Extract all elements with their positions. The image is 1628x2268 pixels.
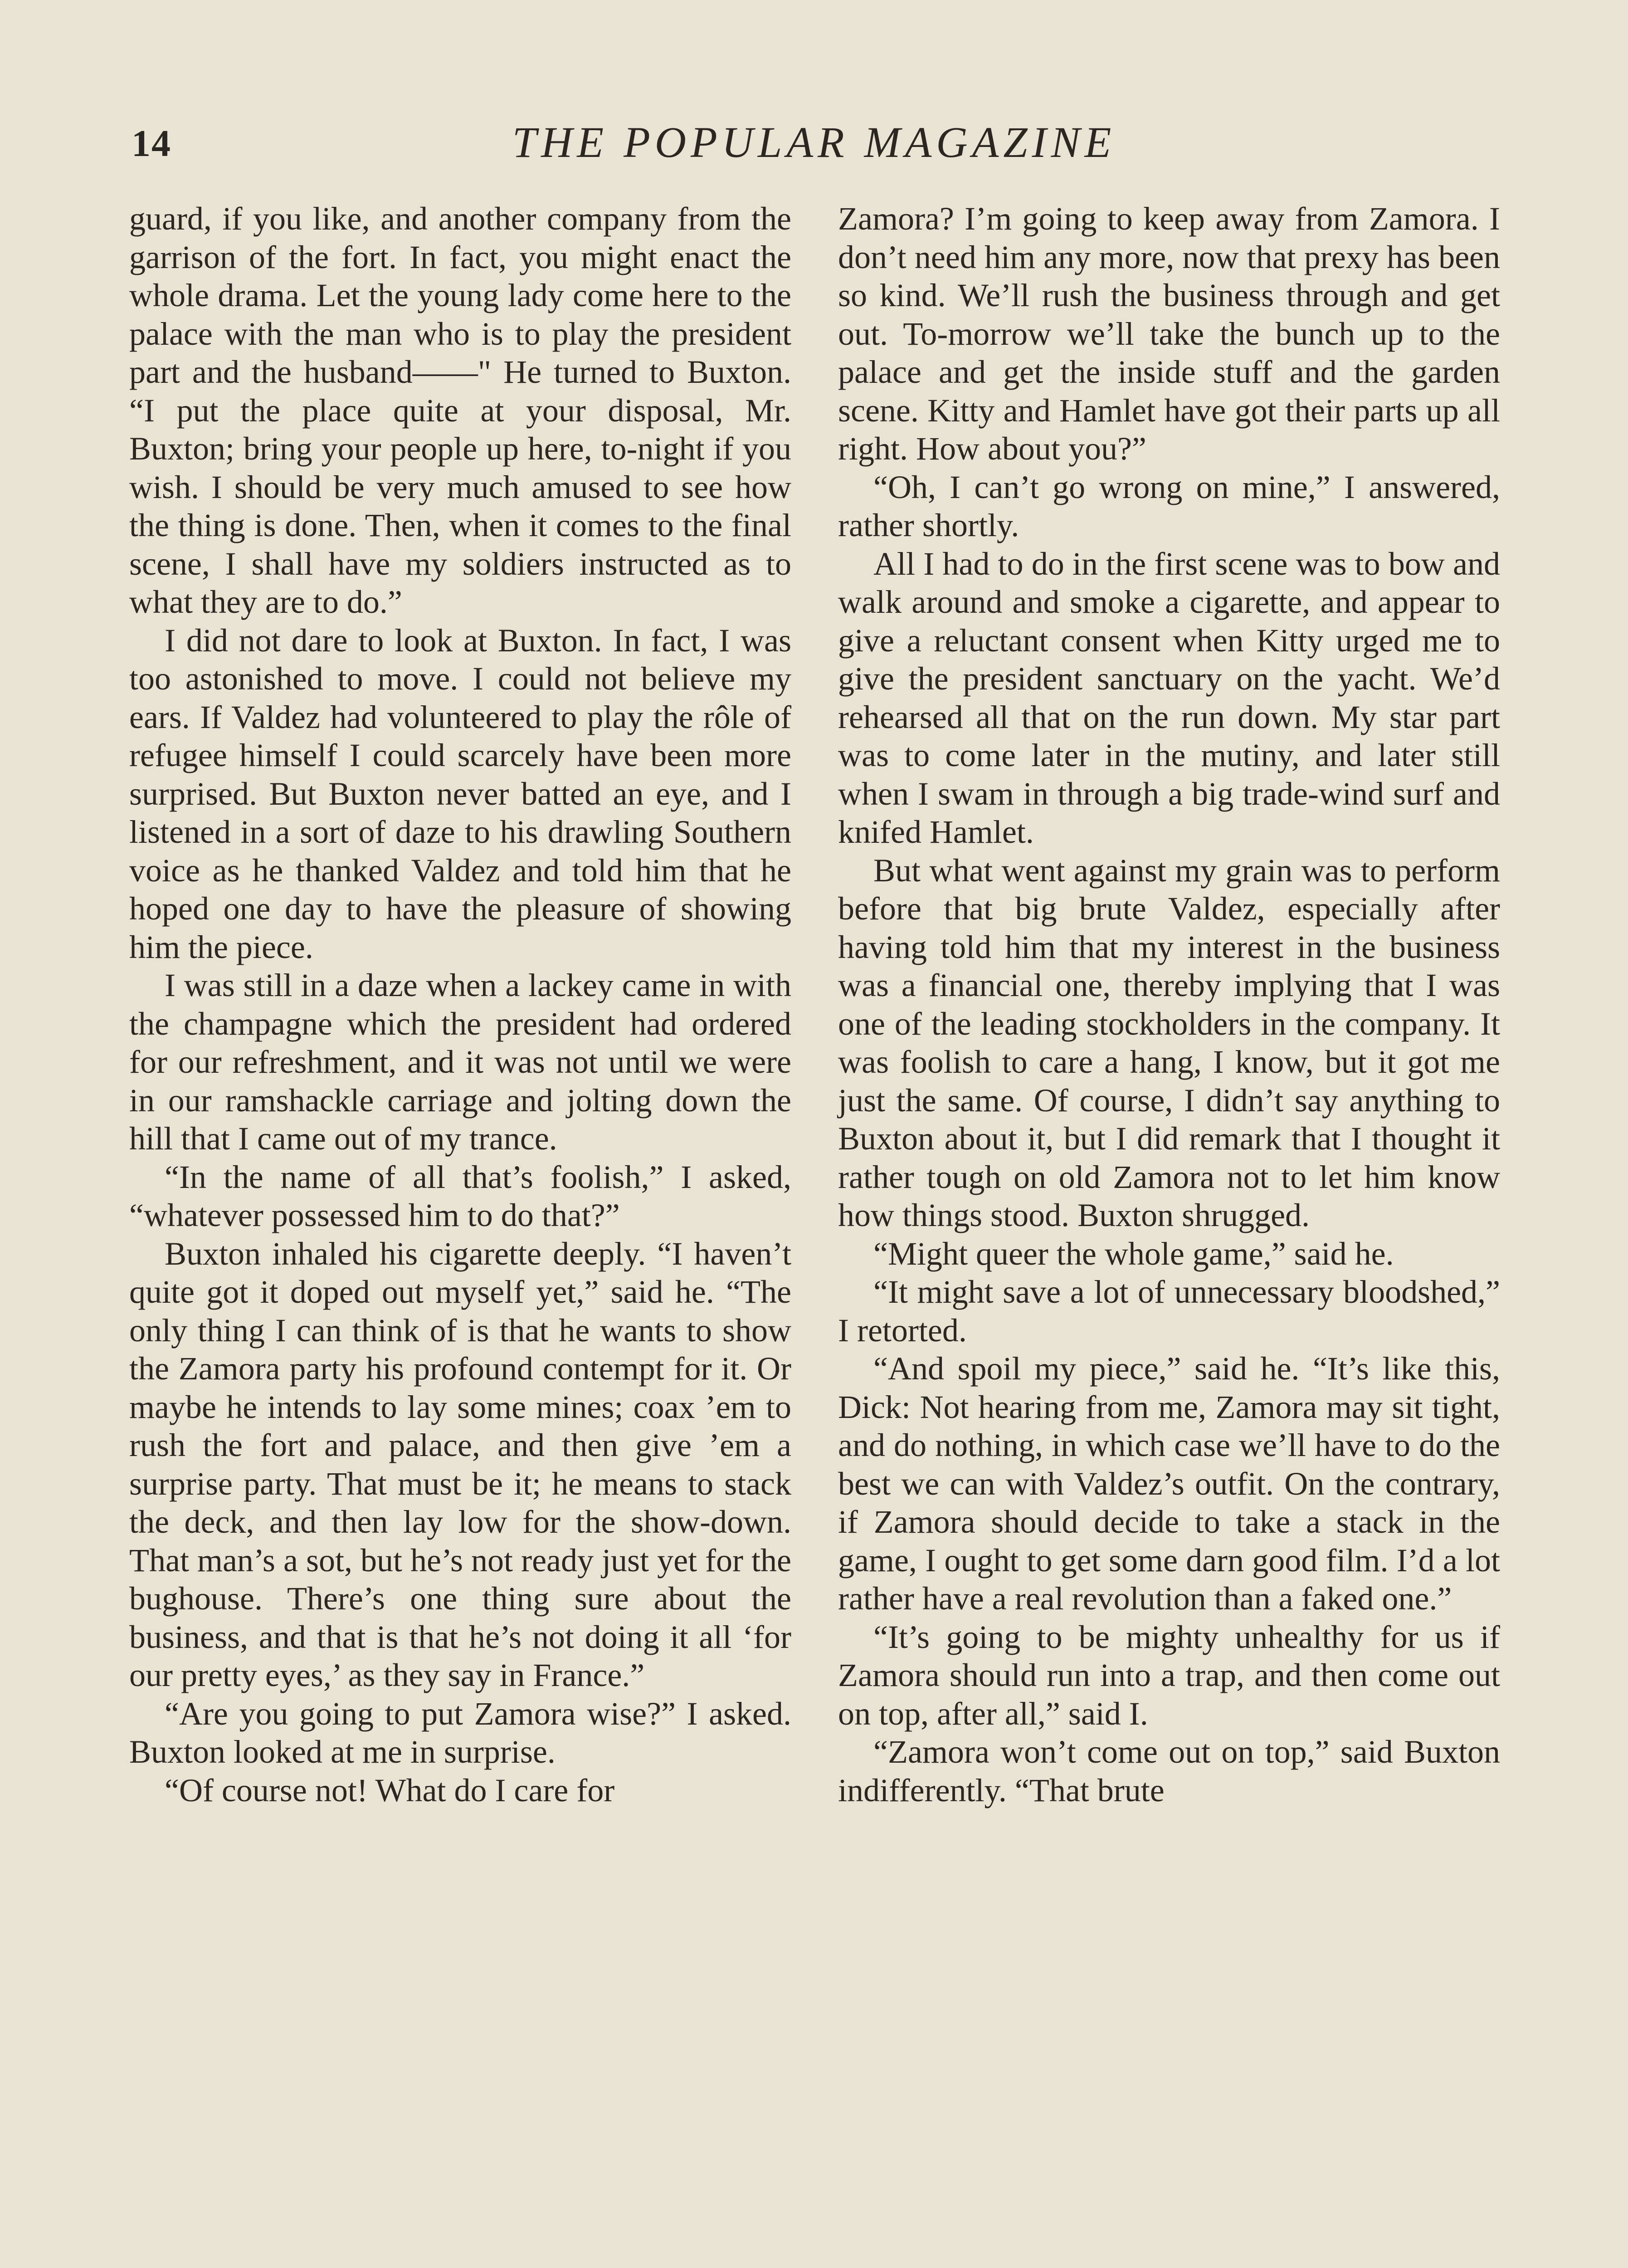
- right-column: [838, 200, 1500, 1809]
- paragraph: Zamora? I’m going to keep away from Zamora. I don’t need him any more, now that prexy has been so kind. We’ll rush the business through and get out. To-morrow we’ll take the bunch up to the palace and get the inside stuff and the garden scene. Kitty and Hamlet have got their parts up all right. How about you?”: [838, 200, 1500, 467]
- paragraph: But what went against my grain was to perform before that big brute Valdez, especially after having told him that my interest in the business was a financial one, thereby implying that I was one of the leading stockholders in the company. It was foolish to care a hang, I know, but it got me just the same. Of course, I didn’t say anything to Buxton about it, but I did remark that I thought it rather tough on old Zamora not to let him know how things stood. Buxton shrugged.: [838, 852, 1500, 1233]
- paragraph: “Might queer the whole game,” said he.: [873, 1235, 1394, 1272]
- paragraph: “It’s going to be mighty unhealthy for us if Zamora should run into a trap, and then come out on top, after all,” said I.: [838, 1618, 1500, 1732]
- page-number: 14: [132, 122, 171, 165]
- paragraph: guard, if you like, and another company from the garrison of the fort. In fact, you might enact the whole drama. Let the young lady come here to the palace with the man who is to play the president part and the husband——" He turned to Buxton. “I put the place quite at your disposal, Mr. Buxton; bring your people up here, to-night if you wish. I should be very much amused to see how the thing is done. Then, when it comes to the final scene, I shall have my soldiers instructed as to what they are to do.”: [129, 200, 791, 620]
- paragraph: “And spoil my piece,” said he. “It’s like this, Dick: Not hearing from me, Zamora may sit tight, and do nothing, in which case we’ll have to do the best we can with Valdez’s outfit. On the contrary, if Zamora should decide to take a stack in the game, I ought to get some darn good film. I’d a lot rather have a real revolution than a faked one.”: [838, 1350, 1500, 1617]
- paragraph: I did not dare to look at Buxton. In fact, I was too astonished to move. I could not believe my ears. If Valdez had volunteered to play the rôle of refugee himself I could scarcely have been more surprised. But Buxton never batted an eye, and I listened in a sort of daze to his drawling Southern voice as he thanked Valdez and told him that he hoped one day to have the pleasure of showing him the piece.: [129, 622, 791, 965]
- paragraph: “In the name of all that’s foolish,” I asked, “whatever possessed him to do that?”: [129, 1158, 791, 1233]
- paragraph: “Are you going to put Zamora wise?” I asked. Buxton looked at me in surprise.: [129, 1695, 791, 1770]
- paragraph: Buxton inhaled his cigarette deeply. “I haven’t quite got it doped out myself yet,” said he. “The only thing I can think of is that he wants to show the Zamora party his profound contempt for it. Or maybe he intends to lay some mines; coax ’em to rush the fort and palace, and then give ’em a surprise party. That must be it; he means to stack the deck, and then lay low for the show-down. That man’s a sot, but he’s not ready just yet for the bughouse. There’s one thing sure about the business, and that is that he’s not doing it all ‘for our pretty eyes,’ as they say in France.”: [129, 1235, 791, 1693]
- paragraph: “Of course not! What do I care for: [165, 1772, 615, 1809]
- running-head-title: THE POPULAR MAGAZINE: [512, 118, 1116, 166]
- paragraph: “Oh, I can’t go wrong on mine,” I answered, rather shortly.: [838, 469, 1500, 543]
- paragraph: All I had to do in the first scene was to bow and walk around and smoke a cigarette, and appear to give a reluctant consent when Kitty urged me to give the president sanctuary on the yacht. We’d rehearsed all that on the run down. My star part was to come later in the mutiny, and later still when I swam in through a big trade-wind surf and knifed Hamlet.: [838, 545, 1500, 850]
- paragraph: “Zamora won’t come out on top,” said Buxton indifferently. “That brute: [838, 1734, 1500, 1809]
- paragraph: I was still in a daze when a lackey came in with the champagne which the president had ordered for our refreshment, and it was not until we were in our ramshackle carriage and jolting down the hill that I came out of my trance.: [129, 967, 791, 1157]
- paragraph: “It might save a lot of unnecessary bloodshed,” I retorted.: [838, 1274, 1500, 1349]
- left-column: [129, 200, 791, 1809]
